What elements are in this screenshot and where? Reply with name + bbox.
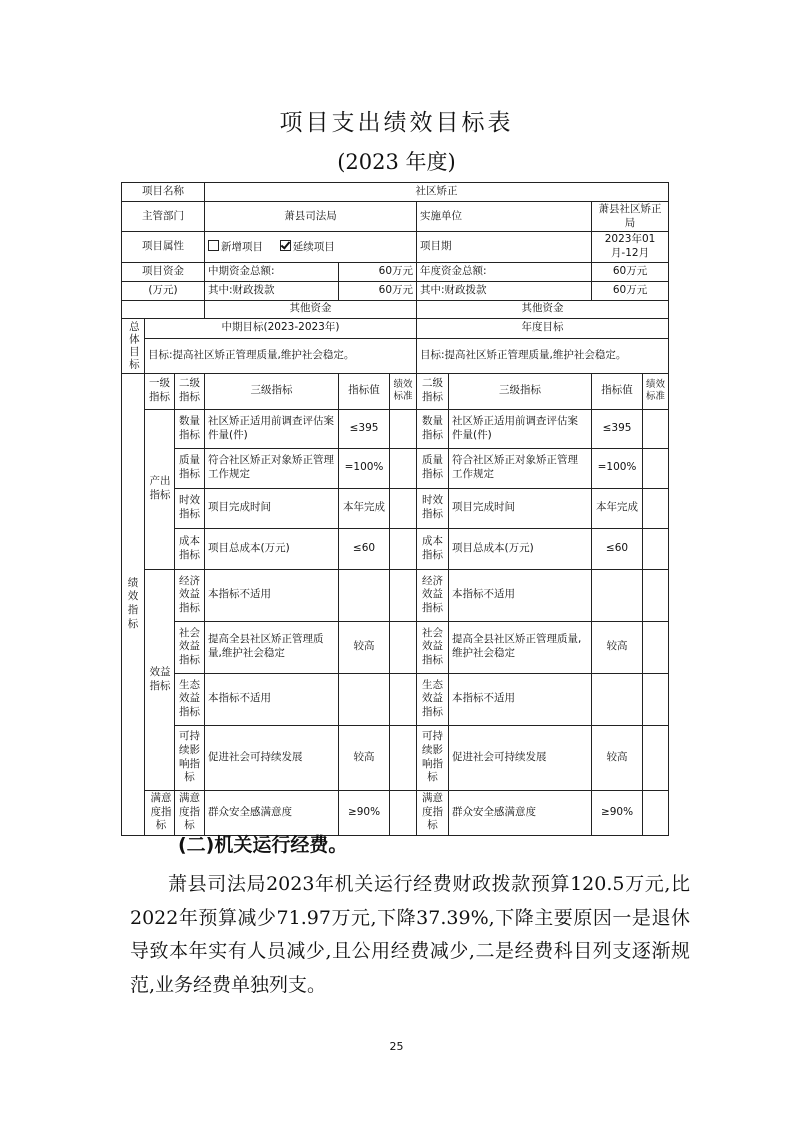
table-row-value: 较高	[339, 725, 390, 790]
period-value: 2023年01月-12月	[592, 232, 669, 262]
table-row-l2: 生态效益指标	[175, 673, 205, 725]
project-name-label: 项目名称	[122, 183, 205, 202]
mid-total-value: 60万元	[339, 262, 417, 281]
table-row-r-l2: 成本指标	[417, 528, 449, 569]
body-paragraph: 萧县司法局2023年机关运行经费财政拨款预算120.5万元,比2022年预算减少71.97万元,下降37.39%,下降主要原因一是退休导致本年实有人员减少,且公用经费减少,二是经费科目列支逐渐规范,业务经费单独列支。	[130, 873, 690, 996]
table-row-value: ≥90%	[339, 790, 390, 835]
table-row-r-value: 较高	[592, 725, 643, 790]
table-row-l3: 社区矫正适用前调查评估案件量(件)	[205, 409, 339, 448]
mid-fiscal-label: 其中:财政拨款	[205, 281, 339, 300]
section-heading: (二)机关运行经费。	[178, 834, 348, 856]
project-name-value: 社区矫正	[205, 183, 669, 202]
year-other-label: 其他资金	[417, 300, 669, 318]
table-row-r-value: ≤60	[592, 528, 643, 569]
mid-other-label: 其他资金	[205, 300, 417, 318]
col-r-value-header: 指标值	[592, 373, 643, 409]
table-row-r-l2: 经济效益指标	[417, 569, 449, 621]
col-std-header: 绩效标准	[390, 373, 417, 409]
page-number: 25	[389, 1040, 404, 1053]
mid-goal-header: 中期目标(2023-2023年)	[145, 318, 417, 338]
continued-project-label: 延续项目	[292, 240, 335, 253]
table-row-value: =100%	[339, 448, 390, 488]
table-row-l3: 本指标不适用	[205, 673, 339, 725]
group-satisfaction: 满意度指标	[145, 790, 175, 835]
new-project-label: 新增项目	[221, 240, 264, 253]
table-row-r-l3: 本指标不适用	[449, 673, 592, 725]
table-row-r-value: 本年完成	[592, 488, 643, 528]
mid-total-label: 中期资金总额:	[205, 262, 339, 281]
table-row-r-value: =100%	[592, 448, 643, 488]
col-value-header: 指标值	[339, 373, 390, 409]
table-row-l2: 经济效益指标	[175, 569, 205, 621]
page-subtitle: (2023 年度)	[337, 150, 456, 174]
col-r-std-header: 绩效标准	[643, 373, 669, 409]
table-row-value: ≤60	[339, 528, 390, 569]
table-row-value: 较高	[339, 621, 390, 673]
group-output: 产出指标	[145, 409, 175, 569]
year-goal-header: 年度目标	[417, 318, 669, 338]
year-fiscal-value: 60万元	[592, 281, 669, 300]
table-row-r-l3: 促进社会可持续发展	[449, 725, 592, 790]
table-row-r-l3: 提高全县社区矫正管理质量,维护社会稳定	[449, 621, 592, 673]
col-r-level3-header: 三级指标	[449, 373, 592, 409]
table-row-l3: 项目完成时间	[205, 488, 339, 528]
table-row-value: ≤395	[339, 409, 390, 448]
perf-indicator-label: 绩效指标	[122, 373, 145, 835]
page-title: 项目支出绩效目标表	[279, 110, 514, 136]
table-row-l3: 符合社区矫正对象矫正管理工作规定	[205, 448, 339, 488]
col-level3-header: 三级指标	[205, 373, 339, 409]
table-row-l2: 满意度指标	[175, 790, 205, 835]
year-total-label: 年度资金总额:	[417, 262, 592, 281]
funds-label: 项目资金	[122, 262, 205, 281]
table-row-r-l3: 项目总成本(万元)	[449, 528, 592, 569]
table-row-value: 本年完成	[339, 488, 390, 528]
overall-goal-label: 总体目标	[122, 318, 145, 373]
table-row-r-l2: 可持续影响指标	[417, 725, 449, 790]
mid-goal-text: 目标:提高社区矫正管理质量,维护社会稳定。	[145, 338, 417, 373]
year-goal-text: 目标:提高社区矫正管理质量,维护社会稳定。	[417, 338, 669, 373]
dept-value: 萧县司法局	[205, 202, 417, 232]
mid-fiscal-value: 60万元	[339, 281, 417, 300]
new-project-checkbox	[208, 240, 219, 251]
table-row-l2: 时效指标	[175, 488, 205, 528]
attr-options	[205, 232, 417, 262]
table-row-r-value: 较高	[592, 621, 643, 673]
col-level1-header: 一级指标	[145, 373, 175, 409]
table-row-l2: 成本指标	[175, 528, 205, 569]
col-level2-header: 二级指标	[175, 373, 205, 409]
table-row-r-l3: 本指标不适用	[449, 569, 592, 621]
period-label: 项目期	[417, 232, 592, 262]
dept-label: 主管部门	[122, 202, 205, 232]
impl-label: 实施单位	[417, 202, 592, 232]
table-row-l3: 本指标不适用	[205, 569, 339, 621]
table-row-value	[339, 673, 390, 725]
impl-value: 萧县社区矫正局	[592, 202, 669, 232]
table-row-r-value	[592, 569, 643, 621]
table-row-r-l2: 时效指标	[417, 488, 449, 528]
table-row-r-l2: 数量指标	[417, 409, 449, 448]
table-row-l2: 质量指标	[175, 448, 205, 488]
table-row-l3: 群众安全感满意度	[205, 790, 339, 835]
year-fiscal-label: 其中:财政拨款	[417, 281, 592, 300]
table-row-l2: 可持续影响指标	[175, 725, 205, 790]
table-row-r-value: ≤395	[592, 409, 643, 448]
funds-unit: (万元)	[122, 281, 205, 300]
table-row-r-l2: 生态效益指标	[417, 673, 449, 725]
table-row-l2: 社会效益指标	[175, 621, 205, 673]
table-row-l3: 提高全县社区矫正管理质量,维护社会稳定	[205, 621, 339, 673]
performance-target-table	[121, 182, 669, 836]
attr-label: 项目属性	[122, 232, 205, 262]
continued-project-checkbox	[280, 240, 291, 251]
table-row-r-value: ≥90%	[592, 790, 643, 835]
table-row-r-l2: 满意度指标	[417, 790, 449, 835]
col-r-level2-header: 二级指标	[417, 373, 449, 409]
table-row-r-l2: 质量指标	[417, 448, 449, 488]
group-benefit: 效益指标	[145, 569, 175, 790]
table-row-r-l3: 社区矫正适用前调查评估案件量(件)	[449, 409, 592, 448]
table-row-r-l3: 符合社区矫正对象矫正管理工作规定	[449, 448, 592, 488]
table-row-l2: 数量指标	[175, 409, 205, 448]
table-row-r-l3: 项目完成时间	[449, 488, 592, 528]
table-row-l3: 项目总成本(万元)	[205, 528, 339, 569]
table-row-r-value	[592, 673, 643, 725]
table-row-l3: 促进社会可持续发展	[205, 725, 339, 790]
table-row-value	[339, 569, 390, 621]
table-row-r-l3: 群众安全感满意度	[449, 790, 592, 835]
year-total-value: 60万元	[592, 262, 669, 281]
table-row-r-l2: 社会效益指标	[417, 621, 449, 673]
